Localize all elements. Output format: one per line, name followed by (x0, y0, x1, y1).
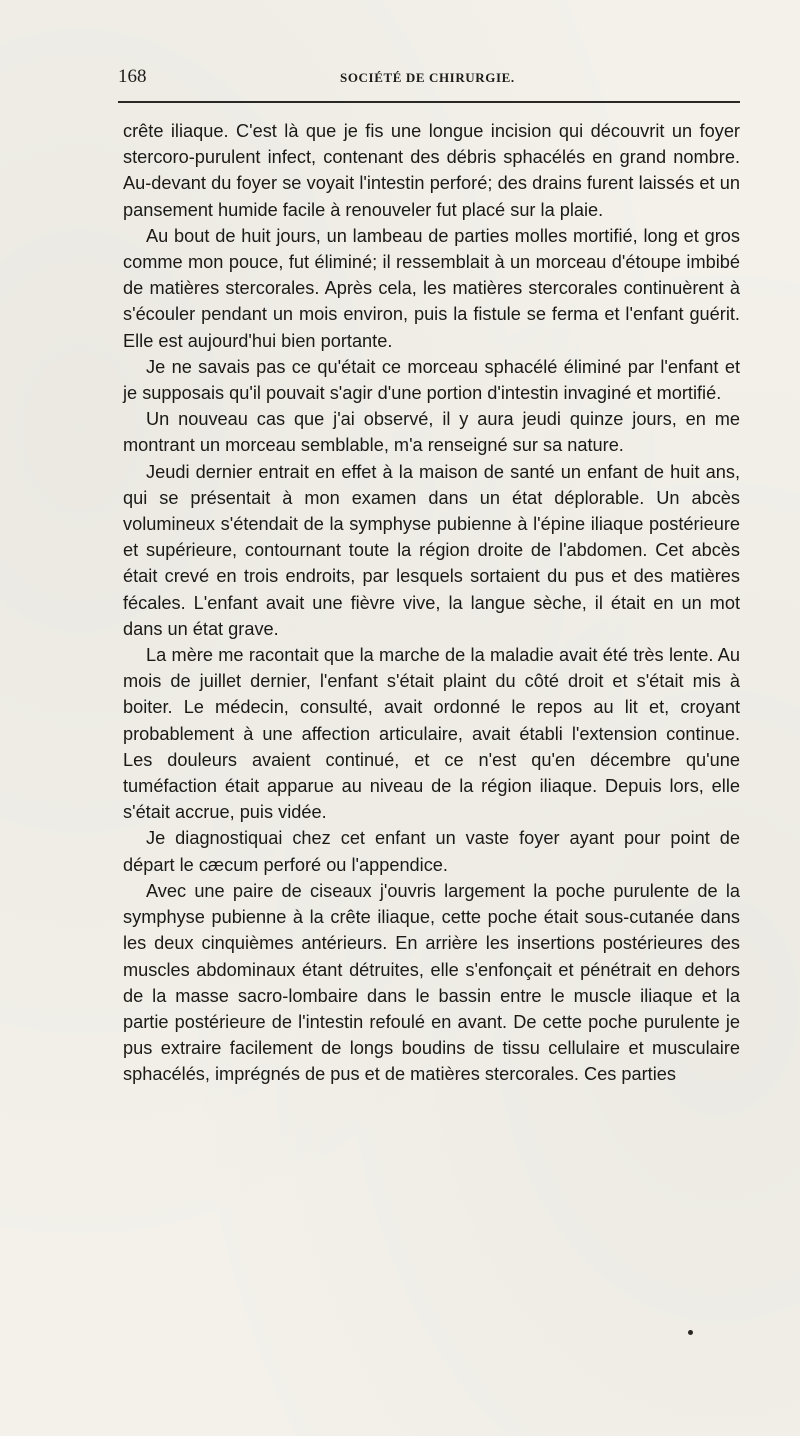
header-rule (118, 101, 740, 103)
page-header (118, 66, 740, 90)
paragraph-6: La mère me racontait que la marche de la maladie avait été très lente. Au mois de juillet dernier, l'enfant s'était plaint du côté droit et s'était mis à boiter. Le médecin, consulté, avait ordonné le repos au lit et, croyant probablement à une affection articulaire, avait établi l'extension continue. Les douleurs avaient continué, et ce n'est qu'en décembre qu'une tuméfaction était apparue au niveau de la région iliaque. Depuis lors, elle s'était accrue, puis vidée. (123, 645, 740, 823)
paragraph-3: Je ne savais pas ce qu'était ce morceau sphacélé éliminé par l'enfant et je supposais qu'il pouvait s'agir d'une portion d'intestin invaginé et mortifié. (123, 356, 740, 404)
page-number: 168 (118, 66, 147, 87)
paragraph-5: Jeudi dernier entrait en effet à la maison de santé un enfant de huit ans, qui se présentait à mon examen dans un état déplorable. Un abcès volumineux s'étendait de la symphyse pubienne à l'épine iliaque postérieure et supérieure, contournant toute la région droite de l'abdomen. Cet abcès était crevé en trois endroits, par lesquels sortaient du pus et des matières fécales. L'enfant avait une fièvre vive, la langue sèche, il était en un mot dans un état grave. (123, 461, 740, 639)
ink-speck (688, 1330, 693, 1335)
running-title: SOCIÉTÉ DE CHIRURGIE. (340, 70, 515, 85)
paragraph-7: Je diagnostiquai chez cet enfant un vaste foyer ayant pour point de départ le cæcum perforé ou l'appendice. (123, 828, 740, 875)
paragraph-4: Un nouveau cas que j'ai observé, il y aura jeudi quinze jours, en me montrant un morceau semblable, m'a renseigné sur sa nature. (123, 409, 740, 456)
body-text (123, 118, 740, 1088)
paragraph-1: crête iliaque. C'est là que je fis une longue incision qui découvrit un foyer stercoro-purulent infect, contenant des débris sphacélés en grand nombre. Au-devant du foyer se voyait l'intestin perforé; des drains furent laissés et un pansement humide facile à renouveler fut placé sur la plaie. (123, 121, 740, 220)
paragraph-8: Avec une paire de ciseaux j'ouvris largement la poche purulente de la symphyse pubienne à la crête iliaque, cette poche était sous-cutanée dans les deux cinquièmes antérieurs. En arrière les insertions postérieures des muscles abdominaux étant détruites, elle s'enfonçait et pénétrait en dehors de la masse sacro-lombaire dans le bassin entre le muscle iliaque et la partie postérieure de l'intestin refoulé en avant. De cette poche purulente je pus extraire facilement de longs boudins de tissu cellulaire et musculaire sphacélés, imprégnés de pus et de matières stercorales. Ces parties (123, 880, 740, 1085)
paragraph-2: Au bout de huit jours, un lambeau de parties molles mortifié, long et gros comme mon pouce, fut éliminé; il ressemblait à un morceau d'étoupe imbibé de matières stercorales. Après cela, les matières stercorales continuèrent à s'écouler pendant un mois environ, puis la fistule se ferma et l'enfant guérit. Elle est aujourd'hui bien portante. (123, 225, 740, 351)
